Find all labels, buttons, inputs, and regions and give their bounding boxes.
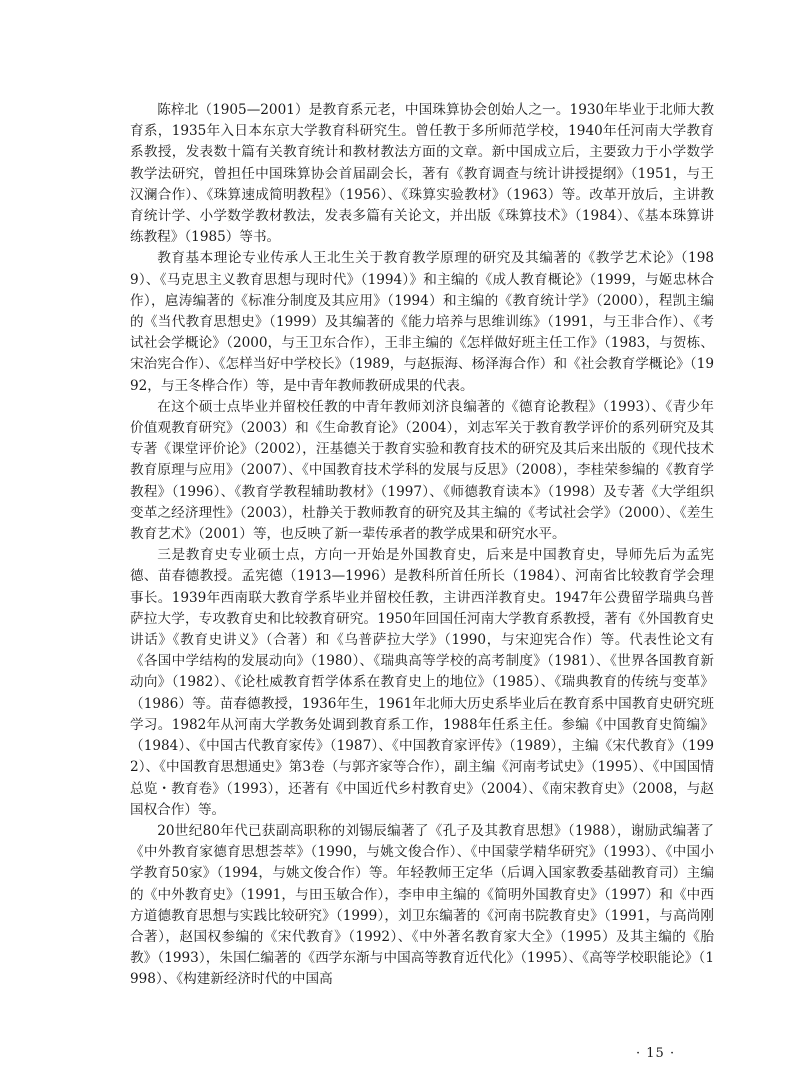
paragraph-chen-zibei: 陈梓北（1905—2001）是教育系元老，中国珠算协会创始人之一。1930年毕业于北师大教育系，1935年入日本东京大学教育科研究生。曾任教于多所师范学校，1940年任河南大学教育系教授，发表数十篇有关教育统计和教材教法方面的文章。新中国成立后，主要致力于小学数学教学法研究，曾担任中国珠算协会首届副会长，著有《教育调查与统计讲授提纲》（1951，与王汉澜合作）、《珠算速成简明教程》（1956）、《珠算实验教材》（1963）等。改革开放后，主讲教育统计学、小学数学教材教法，发表多篇有关论文，并出版《珠算技术》（1984）、《基本珠算讲练教程》（1985）等书。 bbox=[130, 102, 714, 246]
paragraph-1980s-faculty: 20世纪80年代已获副高职称的刘锡辰编著了《孔子及其教育思想》（1988），谢励武编著了《中外教育家德育思想荟萃》（1990，与姚文俊合作）、《中国蒙学精华研究》（1993）、《中国小学教育50家》（1994，与姚文俊合作）等。年轻教师王定华（后调入国家教委基础教育司）主编的《中外教育史》（1991，与田玉敏合作），李申申主编的《简明外国教育史》（1997）和《中西方道德教育思想与实践比较研究》（1999），刘卫东编著的《河南书院教育史》（1991，与高尚刚合著），赵国权参编的《宋代教育》（1992）、《中外著名教育家大全》（1995）及其主编的《胎教》（1993），朱国仁编著的《西学东渐与中国高等教育近代化》（1995）、《高等学校职能论》（1998）、《构建新经济时代的中国高 bbox=[130, 822, 714, 988]
body-text bbox=[130, 100, 714, 991]
paragraph-young-teachers: 在这个硕士点毕业并留校任教的中青年教师刘济良编著的《德育论教程》（1993）、《青少年价值观教育研究》（2003）和《生命教育论》（2004），刘志军关于教育教学评价的系列研究及其专著《课堂评价论》（2002），汪基德关于教育实验和教育技术的研究及其后来出版的《现代技术教育原理与应用》（2007）、《中国教育技术学科的发展与反思》（2008），李桂荣参编的《教育学教程》（1996）、《教育学教程辅助教材》（1997）、《师德教育读本》（1998）及专著《大学组织变革之经济理性》（2003），杜静关于教师教育的研究及其主编的《考试社会学》（2000）、《差生教育艺术》（2001）等，也反映了新一辈传承者的教学成果和研究水平。 bbox=[130, 398, 714, 543]
page-number: · 15 · bbox=[636, 1046, 676, 1061]
paragraph-basic-theory: 教育基本理论专业传承人王北生关于教育教学原理的研究及其编著的《教学艺术论》（1989）、《马克思主义教育思想与现时代》（1994）》和主编的《成人教育概论》（1999，与姬忠林合作），扈涛编著的《标准分制度及其应用》（1994）和主编的《教育统计学》（2000），程凯主编的《当代教育思想史》（1999）及其编著的《能力培养与思维训练》（1991，与王非合作）、《考试社会学概论》（2000，与王卫东合作），王非主编的《怎样做好班主任工作》（1983，与贺栋、宋治宪合作）、《怎样当好中学校长》（1989，与赵振海、杨泽海合作）和《社会教育学概论》（1992，与王冬桦合作）等，是中青年教师教研成果的代表。 bbox=[130, 250, 714, 394]
paragraph-education-history: 三是教育史专业硕士点，方向一开始是外国教育史，后来是中国教育史，导师先后为孟宪德、苗春德教授。孟宪德（1913—1996）是教科所首任所长（1984）、河南省比较教育学会理事长。1939年西南联大教育学系毕业并留校任教，主讲西洋教育史。1947年公费留学瑞典乌普萨拉大学，专攻教育史和比较教育研究。1950年回国任河南大学教育系教授，著有《外国教育史讲话》《教育史讲义》（合著）和《乌普萨拉大学》（1990，与宋迎宪合作）等。代表性论文有《各国中学结构的发展动向》（1980）、《瑞典高等学校的高考制度》（1981）、《世界各国教育新动向》（1982）、《论杜威教育哲学体系在教育史上的地位》（1985）、《瑞典教育的传统与变革》（1986）等。苗春德教授，1936年生，1961年北师大历史系毕业后在教育系中国教育史研究班学习。1982年从河南大学教务处调到教育系工作，1988年任系主任。参编《中国教育史简编》（1984）、《中国古代教育家传》（1987）、《中国教育家评传》（1989），主编《宋代教育》（1992）、《中国教育思想通史》第3卷（与郭齐家等合作），副主编《河南考试史》（1995）、《中国国情总览・教育卷》（1993），还著有《中国近代乡村教育史》（2004）、《南宋教育史》（2008，与赵国权合作）等。 bbox=[130, 547, 714, 818]
